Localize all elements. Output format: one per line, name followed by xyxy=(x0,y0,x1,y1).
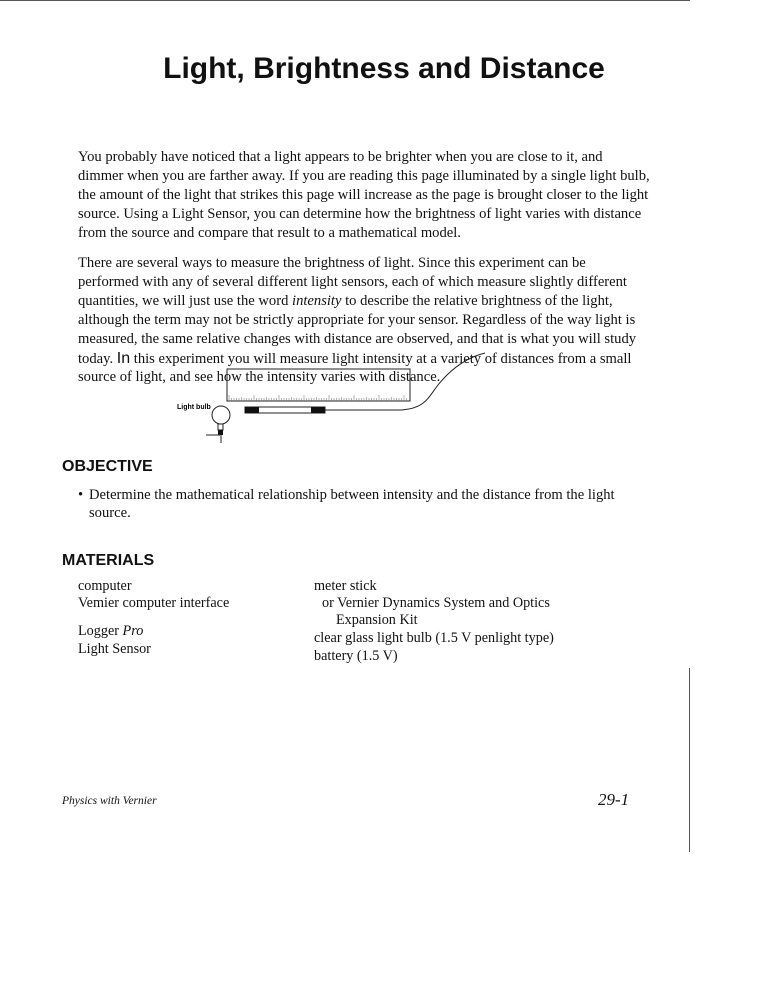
bullet-icon: • xyxy=(78,487,84,503)
p2-line: performed with any of several different light sensors, each of which measure slightly different xyxy=(78,274,627,290)
bulb-socket xyxy=(218,430,223,435)
page-title: Light, Brightness and Distance xyxy=(163,52,605,85)
top-rule xyxy=(0,0,690,1)
text: quantities, we will just use the word xyxy=(78,293,293,309)
p1-line: dimmer when you are farther away. If you are reading this page illuminated by a single light bulb, xyxy=(78,168,650,184)
material-item: clear glass light bulb (1.5 V penlight type) xyxy=(314,630,554,646)
p2-line: There are several ways to measure the brightness of light. Since this experiment can be xyxy=(78,255,586,271)
material-item: computer xyxy=(78,578,132,594)
p2-line: source of light, and see how the intensity varies with distance. xyxy=(78,369,441,385)
objective-text: source. xyxy=(89,505,131,521)
p2-line: measured, the same relative changes with distance are observed, and that is what you will study xyxy=(78,331,637,347)
material-item: battery (1.5 V) xyxy=(314,648,398,664)
sensor-tip xyxy=(311,407,325,413)
footer-title: Physics with Vernier xyxy=(62,795,157,807)
material-item: Light Sensor xyxy=(78,641,151,657)
p1-line: You probably have noticed that a light appears to be brighter when you are close to it, and xyxy=(78,149,603,165)
light-bulb-label: Light bulb xyxy=(177,404,211,411)
material-item: Vemier computer interface xyxy=(78,595,230,611)
objective-heading: OBJECTIVE xyxy=(62,458,153,475)
sensor-end xyxy=(245,407,259,413)
objective-text: Determine the mathematical relationship between intensity and the distance from the light xyxy=(89,487,615,503)
material-item xyxy=(78,622,143,640)
text: In xyxy=(116,350,131,367)
bulb-wire xyxy=(206,435,221,443)
meter-stick xyxy=(227,369,410,401)
material-item: Expansion Kit xyxy=(336,612,418,628)
p1-line: from the source and compare that result to a mathematical model. xyxy=(78,225,461,241)
material-item: or Vernier Dynamics System and Optics xyxy=(322,595,550,611)
text: to describe the relative brightness of the light, xyxy=(341,293,613,309)
p2-line: although the term may not be strictly appropriate for your sensor. Regardless of the way light is xyxy=(78,312,636,328)
material-item: meter stick xyxy=(314,578,377,594)
text: this experiment you will measure light intensity at a variety of distances from a small xyxy=(130,351,632,367)
apparatus-figure xyxy=(140,340,510,450)
page-number: 29-1 xyxy=(598,790,630,809)
light-bulb-icon xyxy=(212,406,230,424)
text: today. xyxy=(78,351,117,367)
p2-line xyxy=(78,292,613,311)
text: Logger xyxy=(78,623,123,639)
materials-heading: MATERIALS xyxy=(62,552,155,569)
italic-term: intensity xyxy=(292,293,342,309)
p1-line: the amount of the light that strikes this page will increase as the page is brought closer to the light xyxy=(78,187,649,203)
bulb-base xyxy=(218,424,223,430)
p1-line: source. Using a Light Sensor, you can determine how the brightness of light varies with distance xyxy=(78,206,642,222)
italic-term: Pro xyxy=(122,623,144,639)
margin-rule xyxy=(689,668,690,852)
ruler-ticks xyxy=(229,395,407,401)
